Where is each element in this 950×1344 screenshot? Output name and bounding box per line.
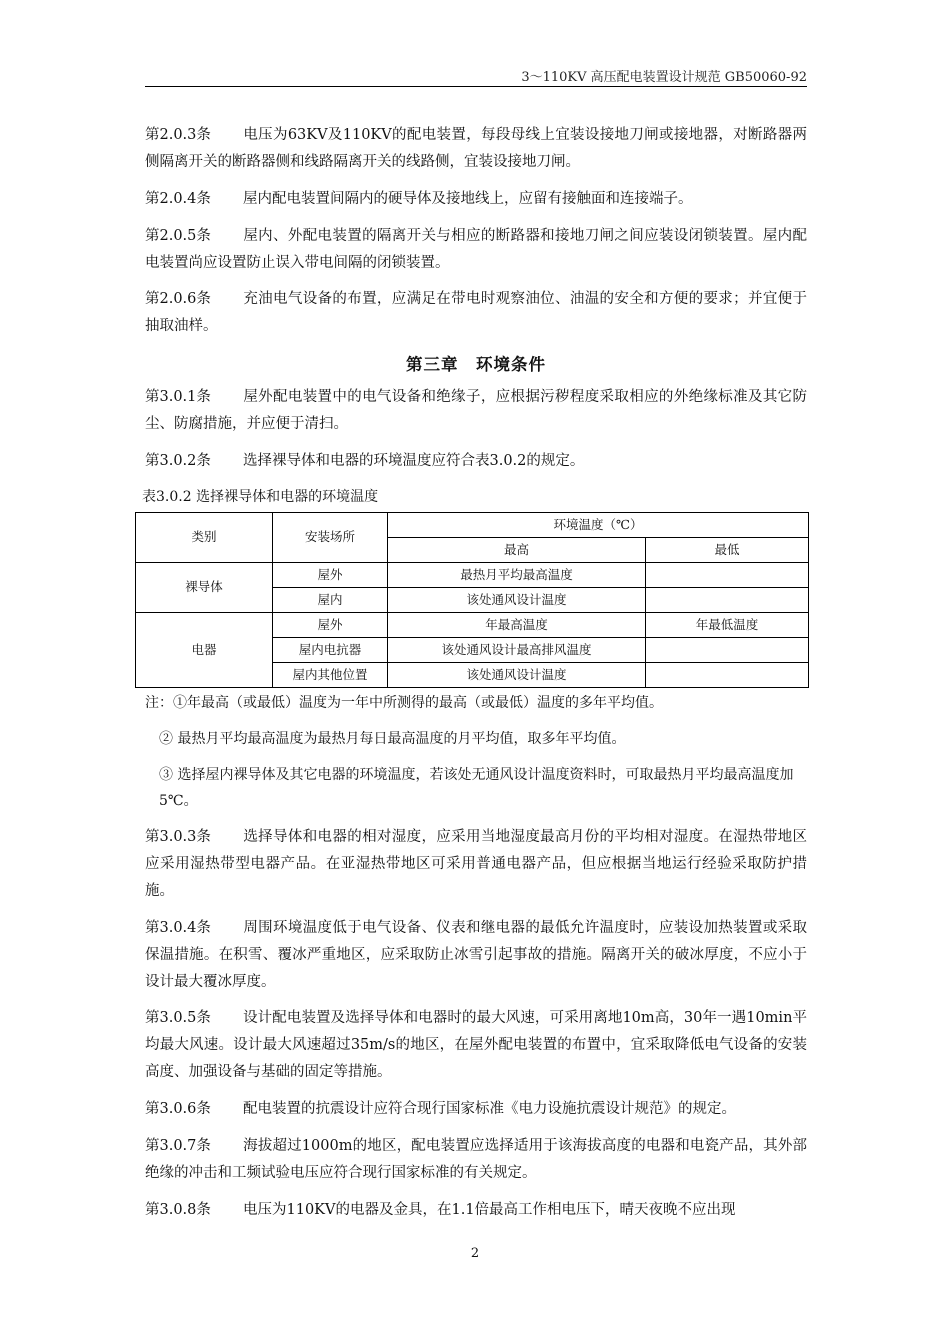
page-body [142, 122, 807, 1234]
clause-text: 充油电气设备的布置，应满足在带电时观察油位、油温的安全和方便的要求；并宜便于抽取油样。 [145, 291, 807, 335]
table-header-row [136, 512, 809, 537]
clause [145, 448, 807, 475]
clause [145, 915, 807, 996]
table-note: ② 最热月平均最高温度为最热月每日最高温度的月平均值，取多年平均值。 [159, 730, 626, 747]
clause [145, 824, 807, 905]
clause-number: 第2.0.4条 [145, 190, 211, 207]
max-temp-cell: 该处通风设计最高排风温度 [388, 637, 646, 662]
clause-text: 配电装置的抗震设计应符合现行国家标准《电力设施抗震设计规范》的规定。 [243, 1101, 736, 1118]
max-temp-cell: 年最高温度 [388, 612, 646, 637]
clause-number: 第3.0.5条 [145, 1010, 211, 1027]
table-row [136, 612, 809, 637]
header-min: 最低 [646, 537, 809, 562]
header-rule [145, 86, 807, 87]
table-caption: 表3.0.2 选择裸导体和电器的环境温度 [142, 488, 379, 505]
min-temp-cell: 年最低温度 [646, 612, 809, 637]
max-temp-cell: 该处通风设计温度 [388, 587, 646, 612]
min-temp-cell [646, 662, 809, 687]
clause-number: 第3.0.3条 [145, 828, 211, 845]
clause-number: 第2.0.6条 [145, 291, 211, 308]
clause [145, 1005, 807, 1086]
page-number: 2 [470, 1246, 480, 1261]
location-cell: 屋内 [273, 587, 388, 612]
min-temp-cell [646, 562, 809, 587]
clause-text: 屋内配电装置间隔内的硬导体及接地线上，应留有接触面和连接端子。 [243, 190, 693, 207]
clause-text: 屋内、外配电装置的隔离开关与相应的断路器和接地刀闸之间应装设闭锁装置。屋内配电装置尚应设置防止误入带电间隔的闭锁装置。 [145, 227, 807, 271]
clause [145, 223, 807, 277]
clause-number: 第3.0.2条 [145, 452, 211, 469]
header-category: 类别 [136, 512, 273, 562]
clause-text: 屋外配电装置中的电气设备和绝缘子，应根据污秽程度采取相应的外绝缘标准及其它防尘、防腐措施，并应便于清扫。 [145, 389, 807, 433]
clause-text: 海拔超过1000m的地区，配电装置应选择适用于该海拔高度的电器和电瓷产品，其外部绝缘的冲击和工频试验电压应符合现行国家标准的有关规定。 [145, 1137, 807, 1181]
chapter-title: 第三章 环境条件 [406, 355, 546, 375]
location-cell: 屋内电抗器 [273, 637, 388, 662]
clause-number: 第3.0.4条 [145, 919, 211, 936]
location-cell: 屋内其他位置 [273, 662, 388, 687]
clause-number: 第2.0.3条 [145, 127, 211, 143]
location-cell: 屋外 [273, 612, 388, 637]
clause-text: 选择裸导体和电器的环境温度应符合表3.0.2的规定。 [243, 452, 585, 469]
min-temp-cell [646, 587, 809, 612]
location-cell: 屋外 [273, 562, 388, 587]
running-header [145, 66, 807, 86]
clause [145, 384, 807, 438]
header-location: 安装场所 [273, 512, 388, 562]
clause-text: 电压为63KV及110KV的配电装置，每段母线上宜装设接地刀闸或接地器，对断路器两侧隔离开关的断路器侧和线路隔离开关的线路侧，宜装设接地刀闸。 [145, 127, 807, 170]
clause-text: 设计配电装置及选择导体和电器时的最大风速，可采用离地10m高，30年一遇10min平均最大风速。设计最大风速超过35m/s的地区，在屋外配电装置的布置中，宜采取降低电气设备的安装高度、加强设备与基础的固定等措施。 [145, 1010, 807, 1081]
category-cell: 裸导体 [136, 562, 273, 612]
clause [145, 1133, 807, 1187]
header-env-temp: 环境温度（℃） [388, 512, 809, 537]
clause-number: 第3.0.7条 [145, 1137, 211, 1154]
header-title: 3～110KV 高压配电装置设计规范 GB50060-92 [521, 70, 807, 85]
category-cell: 电器 [136, 612, 273, 687]
clause [145, 186, 807, 213]
clause [145, 286, 807, 340]
max-temp-cell: 最热月平均最高温度 [388, 562, 646, 587]
clause-number: 第3.0.1条 [145, 389, 211, 406]
table-note: 注：①年最高（或最低）温度为一年中所测得的最高（或最低）温度的多年平均值。 [145, 694, 663, 711]
clause-number: 第3.0.6条 [145, 1101, 211, 1118]
clause-number: 第2.0.5条 [145, 227, 211, 244]
clause [145, 1197, 807, 1224]
table-note: ③ 选择屋内裸导体及其它电器的环境温度，若该处无通风设计温度资料时，可取最热月平均最高温度加5℃。 [159, 766, 794, 809]
header-max: 最高 [388, 537, 646, 562]
clause-text: 周围环境温度低于电气设备、仪表和继电器的最低允许温度时，应装设加热装置或采取保温措施。在积雪、覆冰严重地区，应采取防止冰雪引起事故的措施。隔离开关的破冰厚度，不应小于设计最大覆冰厚度。 [145, 919, 807, 990]
min-temp-cell [646, 637, 809, 662]
clause-text: 电压为110KV的电器及金具，在1.1倍最高工作相电压下，晴天夜晚不应出现 [243, 1201, 736, 1218]
clause-text: 选择导体和电器的相对湿度，应采用当地湿度最高月份的平均相对湿度。在湿热带地区应采用湿热带型电器产品。在亚湿热带地区可采用普通电器产品，但应根据当地运行经验采取防护措施。 [145, 828, 807, 899]
clause [145, 122, 807, 176]
max-temp-cell: 该处通风设计温度 [388, 662, 646, 687]
clause [145, 1096, 807, 1123]
table-row [136, 562, 809, 587]
environment-temperature-table [135, 512, 809, 688]
clause-number: 第3.0.8条 [145, 1201, 211, 1218]
